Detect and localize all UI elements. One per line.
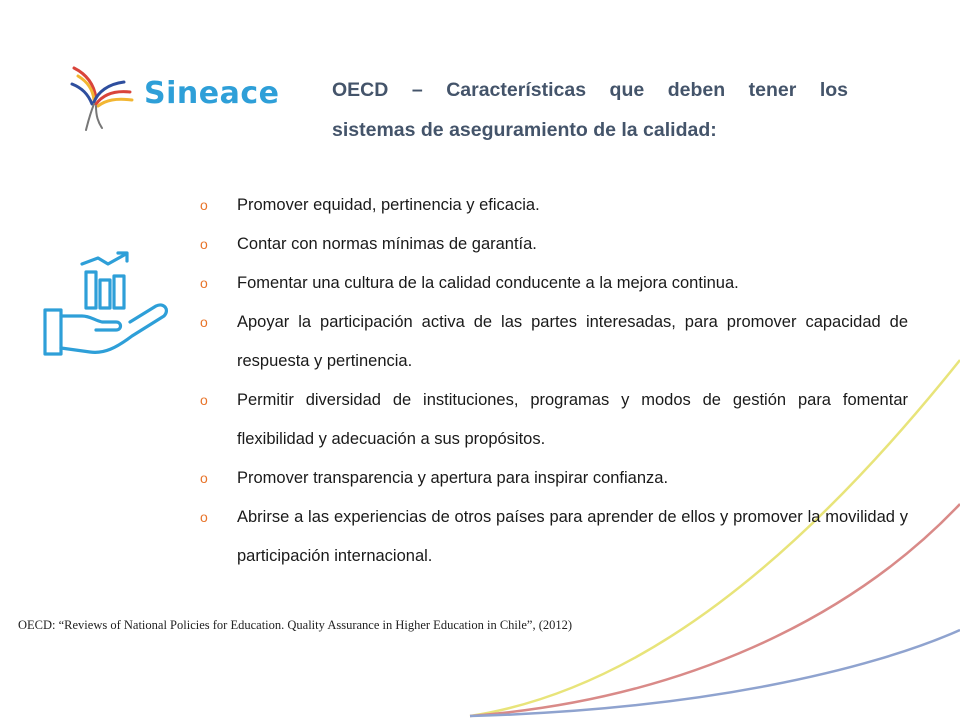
bullet-list xyxy=(200,186,908,576)
page-title xyxy=(332,70,848,150)
bullet-text: Promover equidad, pertinencia y eficacia. xyxy=(237,196,540,214)
bullet-marker: o xyxy=(200,236,208,252)
bullet-text: Apoyar la participación activa de las partes interesadas, para promover capacidad de respuesta y pertinencia. xyxy=(237,313,908,370)
blue-curve xyxy=(470,630,960,716)
bullet-text: Permitir diversidad de instituciones, programas y modos de gestión para fomentar flexibilidad y adecuación a sus propósitos. xyxy=(237,391,908,448)
list-item xyxy=(200,459,908,498)
sineace-bird-logo-icon xyxy=(68,62,140,134)
bullet-marker: o xyxy=(200,314,208,330)
brand-name: Sineace xyxy=(144,76,280,111)
source-footnote: OECD: “Reviews of National Policies for Education. Quality Assurance in Higher Education in Chile”, (2012) xyxy=(18,618,573,632)
list-item xyxy=(200,381,908,459)
bullet-marker: o xyxy=(200,509,208,525)
bullet-marker: o xyxy=(200,470,208,486)
bullet-text: Promover transparencia y apertura para inspirar confianza. xyxy=(237,469,669,487)
bullet-marker: o xyxy=(200,392,208,408)
list-item xyxy=(200,186,908,225)
list-item xyxy=(200,225,908,264)
title-line-2: sistemas de aseguramiento de la calidad: xyxy=(332,119,717,141)
bullet-marker: o xyxy=(200,197,208,213)
list-item xyxy=(200,303,908,381)
bullet-text: Abrirse a las experiencias de otros países para aprender de ellos y promover la movilidad y participación internacional. xyxy=(237,508,908,565)
bullet-text: Fomentar una cultura de la calidad conducente a la mejora continua. xyxy=(237,274,739,292)
list-item xyxy=(200,264,908,303)
bullet-marker: o xyxy=(200,275,208,291)
list-item xyxy=(200,498,908,576)
bullet-text: Contar con normas mínimas de garantía. xyxy=(237,235,537,253)
title-line-1: OECD – Características que deben tener los xyxy=(332,79,848,101)
hand-growth-chart-icon xyxy=(42,250,172,362)
